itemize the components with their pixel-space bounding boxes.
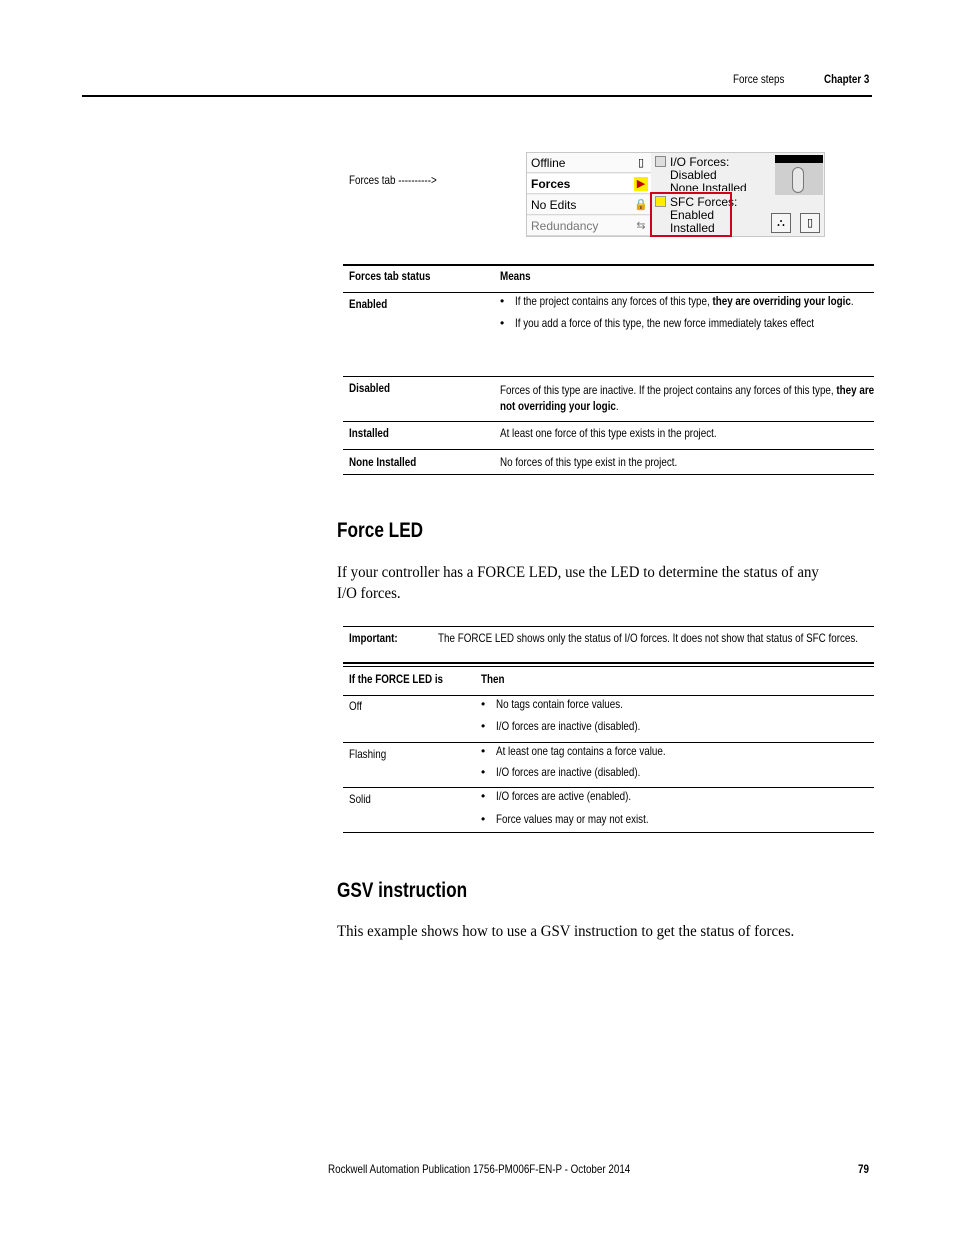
io-forces-indicator <box>655 156 666 167</box>
redundancy-icon: ⇆ <box>636 220 646 232</box>
forces-table-row-rule <box>343 421 874 422</box>
none-installed-means: No forces of this type exist in the project. <box>500 455 678 469</box>
important-text: The FORCE LED shows only the status of I/O forces. It does not show that status of SFC forces. <box>438 631 859 645</box>
status-row-no-edits: No Edits 🔒 <box>527 195 651 215</box>
status-disabled: Disabled <box>349 381 391 395</box>
led-table-top-rule <box>343 666 874 667</box>
sfc-forces-installed: Installed <box>670 221 715 235</box>
keyswitch-panel <box>775 155 823 195</box>
forces-table-top-rule <box>343 264 874 266</box>
controller-properties-icon: ▯ <box>800 213 820 233</box>
disabled-means-line-2: not overriding your logic. <box>500 399 619 413</box>
status-installed: Installed <box>349 426 389 440</box>
led-table-header-then: Then <box>481 672 505 686</box>
forces-table-row-rule <box>343 449 874 450</box>
io-forces-installed: None Installed <box>670 182 747 191</box>
force-led-body-line-2: I/O forces. <box>337 585 401 602</box>
important-label: Important: <box>349 631 398 645</box>
status-enabled: Enabled <box>349 297 388 311</box>
forces-table-header-status: Forces tab status <box>349 269 431 283</box>
led-state-flashing: Flashing <box>349 747 387 761</box>
status-row-redundancy: Redundancy ⇆ <box>527 216 651 236</box>
important-bottom-rule <box>343 662 874 664</box>
led-table-bottom-rule <box>343 832 874 833</box>
forces-table-header-means: Means <box>500 269 531 283</box>
sfc-forces-highlight <box>650 192 732 237</box>
gsv-heading: GSV instruction <box>337 879 468 902</box>
lock-icon: 🔒 <box>634 199 648 211</box>
led-state-off: Off <box>349 699 362 713</box>
installed-means: At least one force of this type exists in the project. <box>500 426 717 440</box>
network-path-icon: ⛬ <box>771 213 791 233</box>
footer-publication: Rockwell Automation Publication 1756-PM006F-EN-P - October 2014 <box>328 1162 631 1176</box>
important-top-rule <box>343 626 874 627</box>
force-led-body-line-1: If your controller has a FORCE LED, use the LED to determine the status of any <box>337 564 819 581</box>
forces-table-bottom-rule <box>343 474 874 475</box>
force-led-heading: Force LED <box>337 519 424 542</box>
io-forces-label: I/O Forces: <box>670 155 730 169</box>
led-table-header-state: If the FORCE LED is <box>349 672 444 686</box>
controller-status-screenshot <box>526 152 825 237</box>
forces-tab-caption: Forces tab ----------> <box>349 173 437 187</box>
led-state-solid: Solid <box>349 792 371 806</box>
header-section-title: Force steps <box>733 72 785 86</box>
offline-icon: ▯ <box>637 157 645 169</box>
sfc-forces-state: Enabled <box>670 208 715 222</box>
status-row-offline: Offline ▯ <box>527 153 651 173</box>
gsv-body: This example shows how to use a GSV instruction to get the status of forces. <box>337 923 795 940</box>
keyswitch-icon <box>792 167 804 193</box>
footer-page-number: 79 <box>858 1162 869 1176</box>
io-forces-state: Disabled <box>670 168 717 182</box>
header-chapter: Chapter 3 <box>824 72 870 86</box>
disabled-means-line-1: Forces of this type are inactive. If the project contains any forces of this type, they are <box>500 383 875 397</box>
forces-table-row-rule <box>343 376 874 377</box>
header-rule <box>82 95 872 97</box>
status-row-forces: Forces ▶ <box>527 174 651 194</box>
forces-warning-icon: ▶ <box>634 177 648 191</box>
status-none-installed: None Installed <box>349 455 417 469</box>
sfc-forces-label: SFC Forces: <box>670 195 738 209</box>
